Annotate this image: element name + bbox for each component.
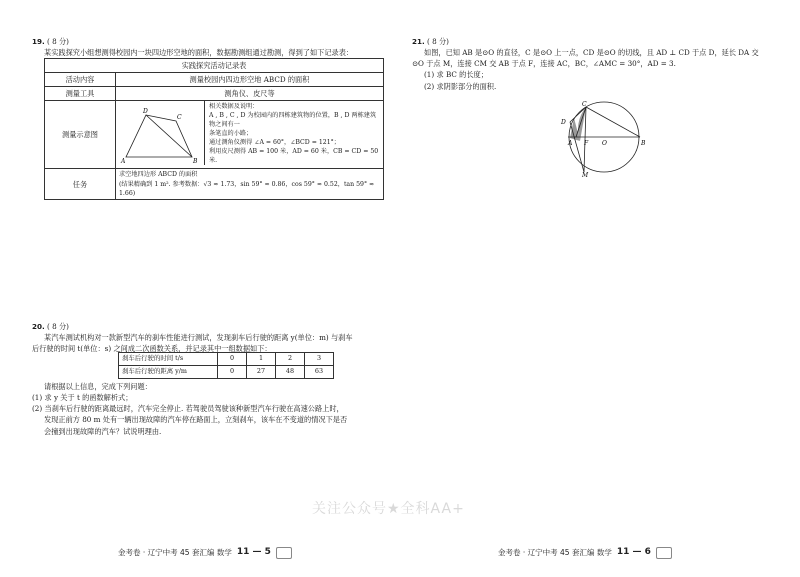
table-cell: 测量示意图 xyxy=(45,101,116,169)
task-line: (结果精确到 1 m². 参考数据：√3 ≈ 1.73，sin 59° ≈ 0.86，cos 59° ≈ 0.52，tan 59° ≈ 1.66) xyxy=(119,180,375,197)
quadrilateral-diagram xyxy=(116,101,204,165)
fig-label-b: B xyxy=(193,158,198,166)
notes-block xyxy=(205,101,383,168)
footer-text: 金考卷 · 辽宁中考 45 套汇编 数学 xyxy=(118,548,232,558)
table-cell: 27 xyxy=(247,365,276,378)
page-number: 11 — 6 xyxy=(616,547,651,557)
fig-label-f: F xyxy=(584,140,589,147)
fig-label-d: D xyxy=(561,119,566,126)
task-line: 求空地四边形 ABCD 的面积 xyxy=(119,171,198,179)
question-number: 21. xyxy=(412,37,425,46)
footer-left xyxy=(118,546,292,560)
table-cell: 2 xyxy=(276,353,305,366)
table-cell: 测角仪、皮尺等 xyxy=(116,87,384,101)
question-line: 请根据以上信息，完成下列问题： xyxy=(44,382,152,391)
task-cell xyxy=(116,169,384,200)
question-number: 19. xyxy=(32,37,45,46)
data-table xyxy=(118,352,334,379)
footer-text: 金考卷 · 辽宁中考 45 套汇编 数学 xyxy=(498,548,612,558)
fig-label-c: C xyxy=(582,101,587,108)
record-table xyxy=(44,58,384,200)
table-cell: 0 xyxy=(218,365,247,378)
circle-figure xyxy=(546,100,650,178)
note-line: 相关数据及说明： xyxy=(209,103,259,111)
question-line: 发现正前方 80 m 处有一辆出现故障的汽车停在路面上，立刻刹车，该车在不变道的情况下是否 xyxy=(44,415,348,425)
table-cell: 1 xyxy=(247,353,276,366)
question-score: ( 8 分) xyxy=(47,37,69,46)
question-19 xyxy=(32,36,392,58)
diagram-cell xyxy=(116,101,384,169)
question-line: 如图，已知 AB 是⊙O 的直径，C 是⊙O 上一点，CD 是⊙O 的切线，且 AD ⊥ CD 于点 D，延长 DA 交 xyxy=(424,48,759,58)
table-cell: 48 xyxy=(276,365,305,378)
question-intro-line: 某汽车测试机构对一款新型汽车的刹车性能进行测试，发现刹车后行驶的距离 y(单位：m) 与刹车 xyxy=(44,333,353,343)
question-line: ⊙O 于点 M，连接 CM 交 AB 于点 F，连接 AC，BC，∠AMC = 30°，AD = 3. xyxy=(412,59,676,69)
fig-label-o: O xyxy=(602,140,607,147)
fig-label-a: A xyxy=(121,158,126,166)
question-20-parts xyxy=(32,381,402,437)
table-cell: 0 xyxy=(218,353,247,366)
question-20 xyxy=(32,321,402,354)
fig-label-d: D xyxy=(143,108,148,116)
fig-label-a: A xyxy=(568,140,573,147)
question-21 xyxy=(412,36,784,92)
fig-label-m: M xyxy=(582,172,589,178)
question-line: (2) 当刹车后行驶的距离最远时，汽车完全停止. 若驾驶员驾驶该种新型汽车行驶在高速公路上时， xyxy=(32,404,344,414)
question-part: (2) 求阴影部分的面积. xyxy=(424,81,497,91)
page-number: 11 — 5 xyxy=(236,547,271,557)
fig-label-c: C xyxy=(177,114,182,122)
question-number: 20. xyxy=(32,322,45,331)
question-intro: 某实践探究小组想测得校园内一块四边形空地的面积，数据勘测组通过勘测，得到了如下记录表： xyxy=(44,48,354,58)
table-cell: 63 xyxy=(305,365,334,378)
note-line: 条笔直的小路； xyxy=(209,130,253,138)
logo-icon xyxy=(276,547,292,559)
table-cell: 测量校园内四边形空地 ABCD 的面积 xyxy=(116,73,384,87)
note-line: 通过测角仪测得 ∠A = 60°，∠BCD = 121°； xyxy=(209,139,340,147)
question-line: (1) 求 y 关于 t 的函数解析式； xyxy=(32,393,133,403)
table-cell: 活动内容 xyxy=(45,73,116,87)
question-score: ( 8 分) xyxy=(427,37,449,46)
footer-right xyxy=(498,546,672,560)
watermark: 关注公众号★全科AA+ xyxy=(312,501,465,517)
table-cell: 测量工具 xyxy=(45,87,116,101)
table-header: 刹车后行驶的距离 y/m xyxy=(119,365,218,378)
quadrilateral-figure xyxy=(116,101,205,165)
table-cell: 任务 xyxy=(45,169,116,200)
table-cell: 3 xyxy=(305,353,334,366)
note-line: A , B , C , D 为校园内的四栋建筑物的位置，B , D 两栋建筑物之间有一 xyxy=(209,112,377,129)
table-caption: 实践探究活动记录表 xyxy=(45,59,384,73)
question-line: 会撞到出现故障的汽车？试说明理由. xyxy=(44,426,162,436)
question-intro-line: 后行驶的时间 t(单位：s) 之间成二次函数关系，并记录其中一组数据如下： xyxy=(32,344,272,354)
logo-icon xyxy=(656,547,672,559)
question-part: (1) 求 BC 的长度； xyxy=(424,70,488,80)
circle-diagram xyxy=(546,100,650,178)
table-header: 刹车后行驶的时间 t/s xyxy=(119,353,218,366)
note-line: 利用皮尺测得 AB = 100 米，AD = 60 米，CB = CD = 50 米. xyxy=(209,148,379,165)
fig-label-b: B xyxy=(641,140,646,147)
question-score: ( 8 分) xyxy=(47,322,69,331)
